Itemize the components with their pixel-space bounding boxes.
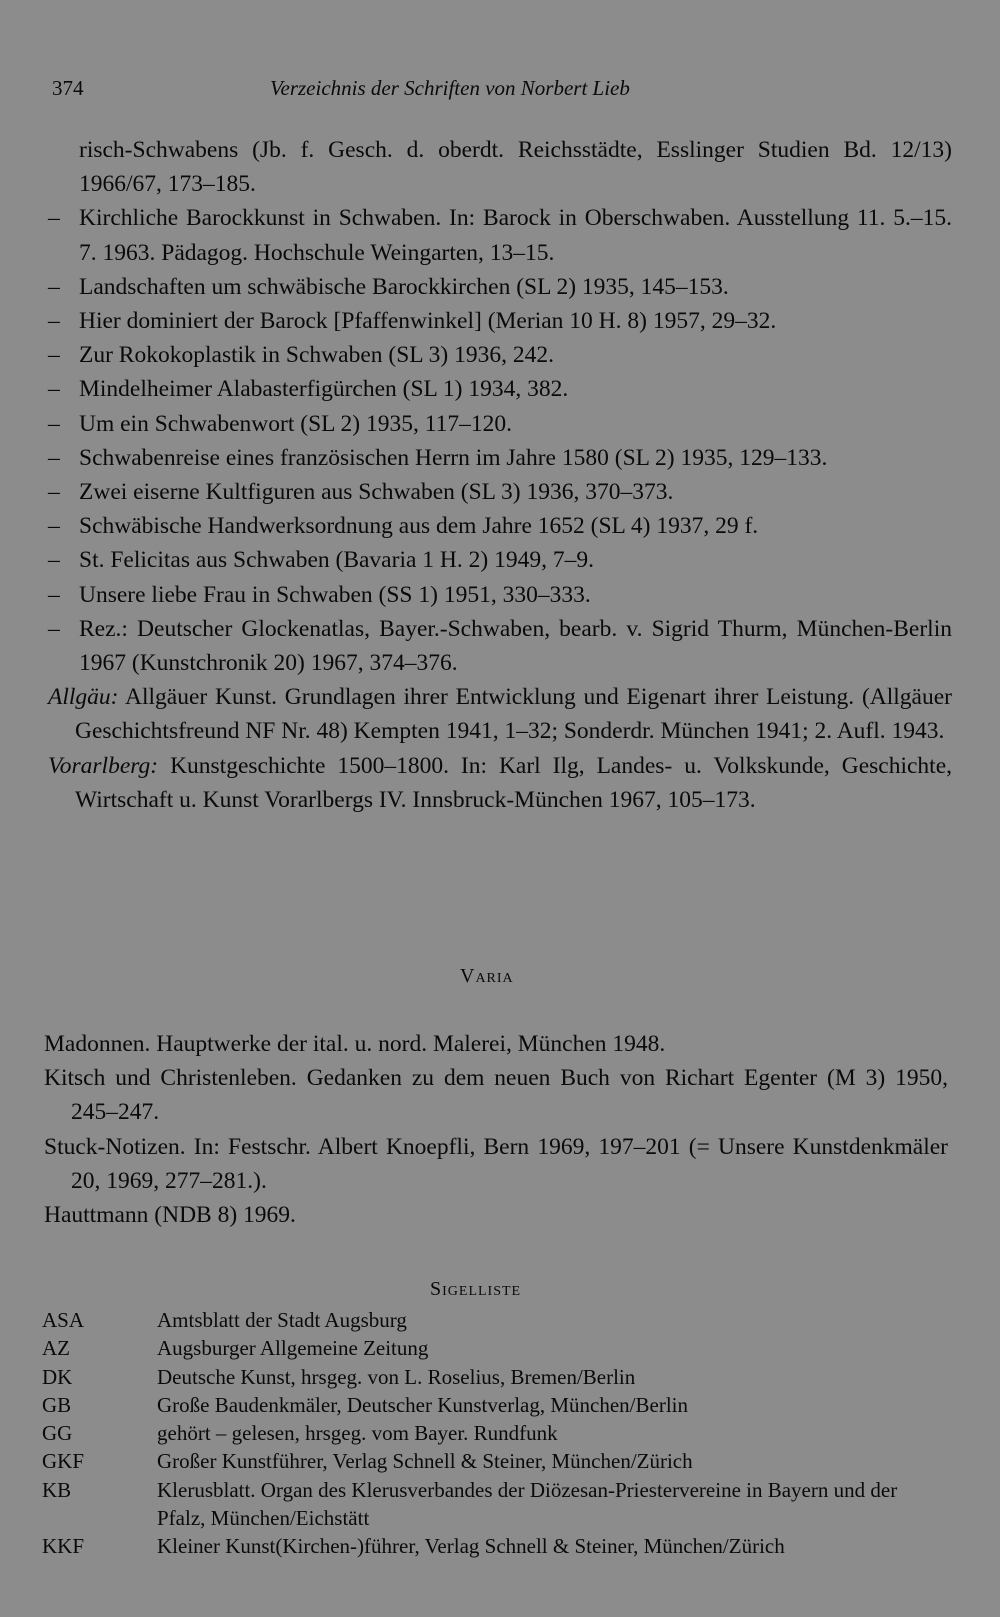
bibliography-entry bbox=[0, 612, 952, 680]
bibliography-entry bbox=[0, 338, 952, 372]
sigel-row bbox=[0, 1334, 1000, 1362]
varia-item bbox=[44, 1130, 948, 1198]
sigel-abbreviation: GKF bbox=[42, 1449, 85, 1474]
bibliography-entry bbox=[0, 270, 952, 304]
sigel-description: gehört – gelesen, hrsgeg. vom Bayer. Rundfunk bbox=[157, 1421, 558, 1446]
bibliography-entry bbox=[0, 578, 952, 612]
entry-text: Rez.: Deutscher Glockenatlas, Bayer.-Schwaben, bearb. v. Sigrid Thurm, München-Berlin 1967 (Kunstchronik 20) 1967, 374–376. bbox=[79, 615, 952, 677]
entry-text: Zwei eiserne Kultfiguren aus Schwaben (SL 3) 1936, 370–373. bbox=[79, 479, 674, 506]
sigel-abbreviation: ASA bbox=[42, 1308, 85, 1332]
dash-mark: – bbox=[48, 479, 60, 506]
dash-mark: – bbox=[48, 581, 60, 608]
sigel-description: Augsburger Allgemeine Zeitung bbox=[157, 1336, 429, 1361]
sigel-description: Kleiner Kunst(Kirchen-)führer, Verlag Schnell & Steiner, München/Zürich bbox=[157, 1534, 785, 1559]
sigel-description: Amtsblatt der Stadt Augsburg bbox=[157, 1308, 407, 1332]
dash-mark: – bbox=[48, 410, 60, 437]
entry-body bbox=[48, 749, 952, 817]
entry-text: Schwabenreise eines französischen Herrn im Jahre 1580 (SL 2) 1935, 129–133. bbox=[79, 444, 828, 471]
entry-text: Allgäuer Kunst. Grundlagen ihrer Entwicklung und Eigenart ihrer Leistung. (Allgäuer Geschichtsfreund NF Nr. 48) Kempten 1941, 1–32; Sonderdr. München 1941; 2. Aufl. 1943. bbox=[75, 684, 952, 745]
dash-mark: – bbox=[48, 376, 60, 403]
varia-item bbox=[44, 1198, 948, 1232]
sigel-abbreviation: GG bbox=[42, 1421, 73, 1446]
entry-text: Hier dominiert der Barock [Pfaffenwinkel] (Merian 10 H. 8) 1957, 29–32. bbox=[79, 308, 777, 335]
section-heading-varia: Varia bbox=[460, 965, 514, 987]
sigel-row bbox=[0, 1532, 1000, 1560]
entry-text: risch-Schwabens (Jb. f. Gesch. d. oberdt. Reichsstädte, Esslinger Studien Bd. 12/13) 1966/67, 173–185. bbox=[79, 137, 952, 198]
sigel-abbreviation: AZ bbox=[42, 1336, 70, 1361]
sigel-list bbox=[0, 1306, 1000, 1561]
sigel-row bbox=[0, 1447, 1000, 1475]
bibliography-entry bbox=[0, 201, 952, 269]
bibliography-entry bbox=[0, 304, 952, 338]
entry-text: Stuck-Notizen. In: Festschr. Albert Knoepfli, Bern 1969, 197–201 (= Unsere Kunstdenkmäler 20, 1969, 277–281.). bbox=[44, 1133, 948, 1194]
sigel-row bbox=[0, 1476, 1000, 1533]
bibliography-entry bbox=[0, 407, 952, 441]
entry-text: Landschaften um schwäbische Barockkirchen (SL 2) 1935, 145–153. bbox=[79, 273, 729, 300]
entry-text: Um ein Schwabenwort (SL 2) 1935, 117–120. bbox=[79, 410, 512, 437]
dash-mark: – bbox=[48, 273, 60, 300]
section-heading-sigelliste: Sigelliste bbox=[430, 1278, 522, 1300]
sigel-abbreviation: KB bbox=[42, 1477, 72, 1502]
entry-text: Kunstgeschichte 1500–1800. In: Karl Ilg, Landes- u. Volkskunde, Geschichte, Wirtschaft u. Kunst Vorarlbergs IV. Innsbruck-München 1967, 105–173. bbox=[75, 752, 952, 813]
dash-mark: – bbox=[48, 513, 60, 540]
dash-mark: – bbox=[48, 205, 60, 232]
entry-text: Unsere liebe Frau in Schwaben (SS 1) 1951, 330–333. bbox=[79, 581, 591, 608]
entry-text: Kirchliche Barockkunst in Schwaben. In: Barock in Oberschwaben. Ausstellung 11. 5.–15. 7. 1963. Pädagog. Hochschule Weingarten, 13–15. bbox=[79, 205, 952, 266]
sigel-abbreviation: KKF bbox=[42, 1534, 85, 1559]
page-header bbox=[52, 76, 952, 110]
entry-text: Schwäbische Handwerksordnung aus dem Jahre 1652 (SL 4) 1937, 29 f. bbox=[79, 513, 759, 540]
bibliography-entries bbox=[0, 133, 1000, 817]
bibliography-entry bbox=[0, 441, 952, 475]
dash-mark: – bbox=[48, 444, 60, 471]
entry-text: St. Felicitas aus Schwaben (Bavaria 1 H. 2) 1949, 7–9. bbox=[79, 547, 594, 574]
dash-mark: – bbox=[48, 615, 60, 642]
dash-mark: – bbox=[48, 308, 60, 335]
sigel-description: Großer Kunstführer, Verlag Schnell & Steiner, München/Zürich bbox=[157, 1449, 693, 1474]
entry-text: Kitsch und Christenleben. Gedanken zu dem neuen Buch von Richart Egenter (M 3) 1950, 245–247. bbox=[44, 1065, 948, 1126]
sigel-row bbox=[0, 1306, 1000, 1334]
bibliography-entry-region bbox=[48, 749, 952, 817]
entry-text: Zur Rokokoplastik in Schwaben (SL 3) 1936, 242. bbox=[79, 342, 554, 369]
sigel-description: Deutsche Kunst, hrsgeg. von L. Roselius, Bremen/Berlin bbox=[157, 1364, 636, 1389]
dash-mark: – bbox=[48, 342, 60, 369]
bibliography-entry bbox=[0, 372, 952, 406]
running-title: Verzeichnis der Schriften von Norbert Lieb bbox=[270, 76, 630, 100]
region-label: Vorarlberg: bbox=[48, 752, 159, 779]
region-label: Allgäu: bbox=[48, 684, 119, 711]
bibliography-entry-region bbox=[48, 680, 952, 748]
sigel-abbreviation: DK bbox=[42, 1364, 73, 1389]
dash-mark: – bbox=[48, 547, 60, 574]
sigel-description: Klerusblatt. Organ des Klerusverbandes der Diözesan-Priestervereine in Bayern und der Pfalz, München/Eichstätt bbox=[157, 1477, 898, 1531]
varia-list bbox=[0, 1027, 1000, 1232]
sigel-abbreviation: GB bbox=[42, 1392, 72, 1417]
sigel-row bbox=[0, 1391, 1000, 1419]
entry-text: Mindelheimer Alabasterfigürchen (SL 1) 1934, 382. bbox=[79, 376, 569, 403]
entry-body bbox=[48, 680, 952, 748]
sigel-row bbox=[0, 1419, 1000, 1447]
bibliography-entry bbox=[0, 475, 952, 509]
bibliography-entry bbox=[0, 133, 952, 201]
bibliography-entry bbox=[0, 543, 952, 577]
varia-item bbox=[44, 1027, 948, 1061]
entry-text: Madonnen. Hauptwerke der ital. u. nord. Malerei, München 1948. bbox=[44, 1031, 666, 1057]
page-number: 374 bbox=[52, 76, 84, 100]
varia-item bbox=[44, 1061, 948, 1129]
entry-text: Hauttmann (NDB 8) 1969. bbox=[44, 1202, 296, 1229]
sigel-description: Große Baudenkmäler, Deutscher Kunstverlag, München/Berlin bbox=[157, 1392, 688, 1417]
bibliography-entry bbox=[0, 509, 952, 543]
sigel-row bbox=[0, 1363, 1000, 1391]
